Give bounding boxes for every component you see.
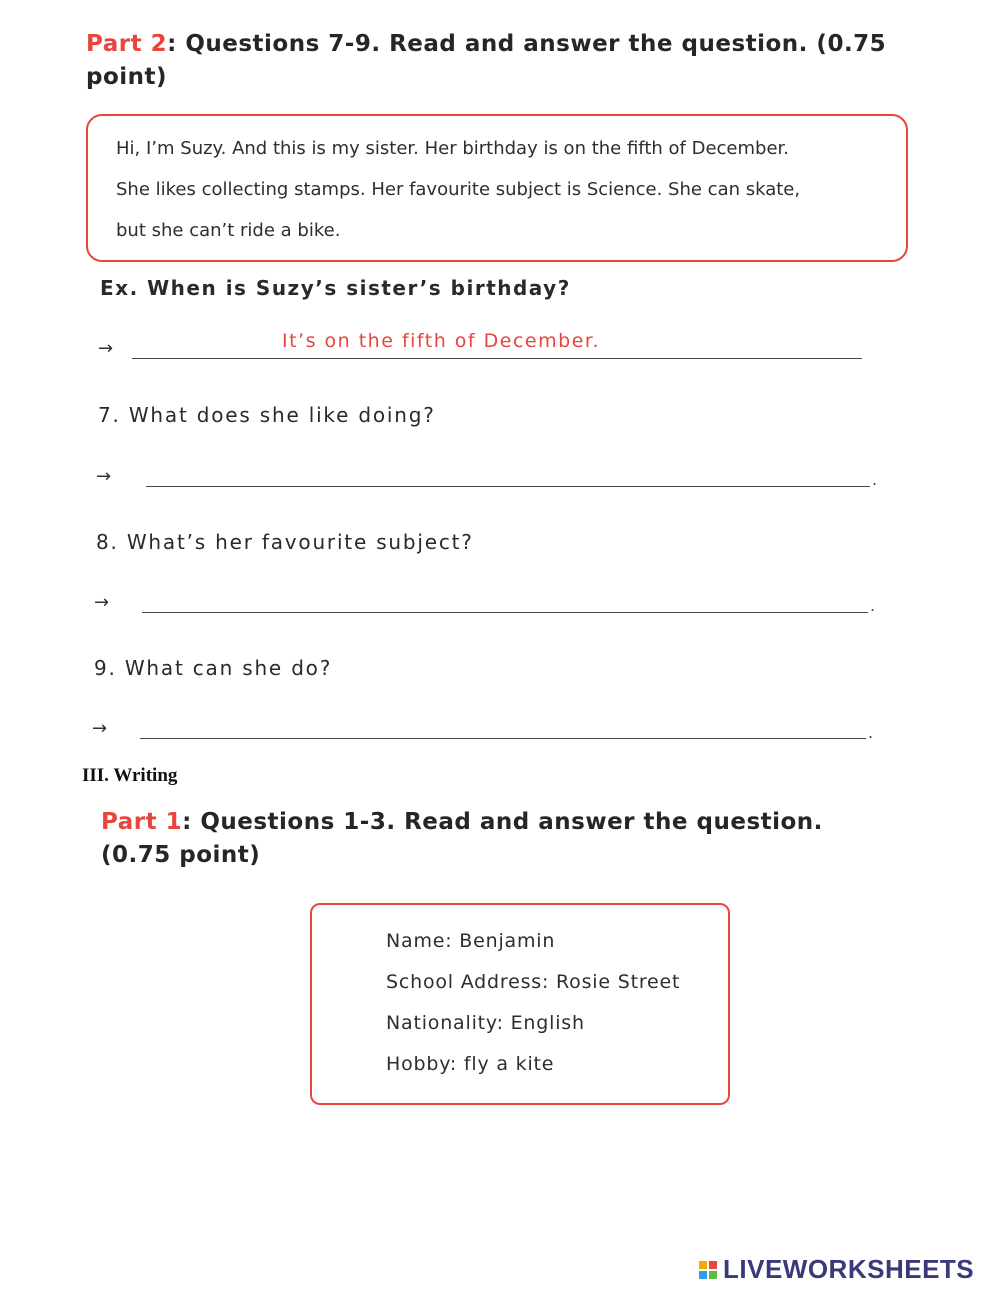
- question-8: 8. What’s her favourite subject?: [96, 530, 474, 554]
- liveworksheets-logo: [698, 1254, 974, 1285]
- info-hobby: Hobby: fly a kite: [386, 1053, 555, 1075]
- answer-7-input-line[interactable]: [146, 486, 870, 487]
- answer-8-input-line[interactable]: [142, 612, 868, 613]
- part2-heading: [86, 28, 966, 94]
- part1-label: Part 1: [101, 809, 183, 835]
- example-question: Ex. When is Suzy’s sister’s birthday?: [100, 276, 571, 300]
- example-answer-line: [132, 358, 862, 359]
- part2-label: Part 2: [86, 31, 168, 57]
- arrow-icon: →: [98, 338, 114, 359]
- info-card: [310, 903, 730, 1105]
- passage-line-1: Hi, I’m Suzy. And this is my sister. Her birthday is on the fifth of December.: [116, 138, 789, 159]
- passage-line-3: but she can’t ride a bike.: [116, 220, 341, 241]
- arrow-icon: →: [92, 718, 108, 739]
- line-end-dot: .: [870, 596, 876, 615]
- info-nationality: Nationality: English: [386, 1012, 585, 1034]
- line-end-dot: .: [868, 723, 874, 742]
- info-address: School Address: Rosie Street: [386, 971, 681, 993]
- part2-title: : Questions 7-9. Read and answer the question. (0.75: [167, 31, 887, 57]
- line-end-dot: .: [872, 470, 878, 489]
- question-9: 9. What can she do?: [94, 656, 333, 680]
- logo-mark-icon: [698, 1260, 720, 1280]
- info-name: Name: Benjamin: [386, 930, 556, 952]
- example-answer: It’s on the fifth of December.: [282, 330, 600, 352]
- passage-line-2: She likes collecting stamps. Her favourite subject is Science. She can skate,: [116, 179, 801, 200]
- writing-section-title: III. Writing: [82, 765, 178, 786]
- part2-title-cont: point): [86, 64, 168, 90]
- passage-box: [86, 114, 908, 262]
- part1-heading: [101, 806, 921, 872]
- part1-title-cont: (0.75 point): [101, 842, 261, 868]
- question-7: 7. What does she like doing?: [98, 403, 436, 427]
- arrow-icon: →: [96, 466, 112, 487]
- arrow-icon: →: [94, 592, 110, 613]
- part1-title: : Questions 1-3. Read and answer the question.: [182, 809, 823, 835]
- logo-text: LIVEWORKSHEETS: [723, 1254, 975, 1284]
- answer-9-input-line[interactable]: [140, 738, 866, 739]
